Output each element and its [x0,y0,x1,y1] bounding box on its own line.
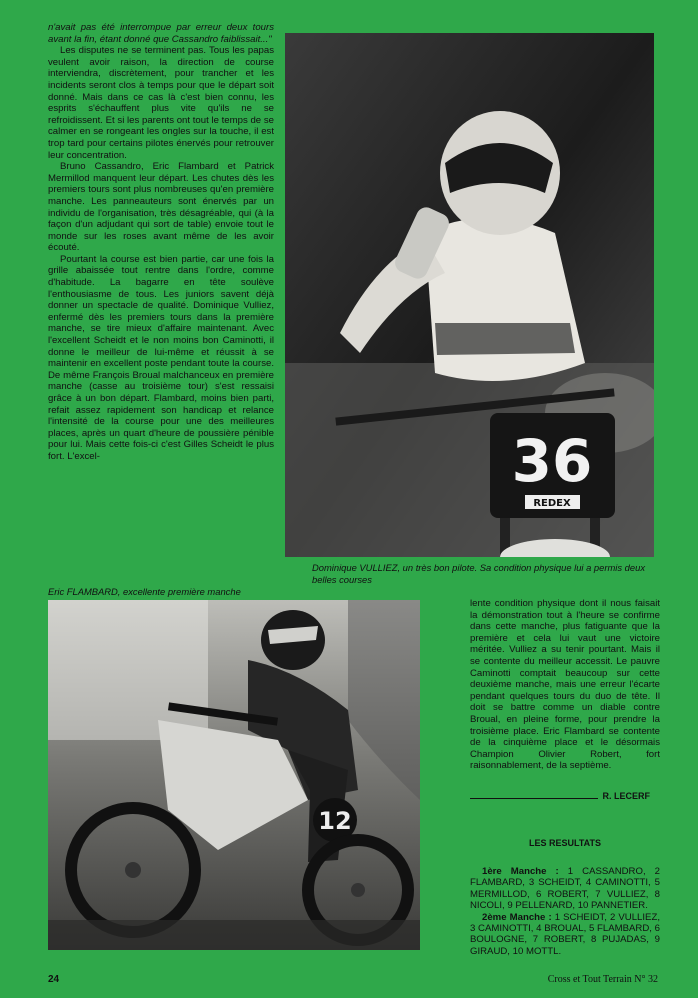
magazine-title: Cross et Tout Terrain N° 32 [547,974,658,985]
photo-flambard [48,600,420,950]
photo-vulliez [285,33,654,557]
article-paragraph: Les disputes ne se terminent pas. Tous les papas veulent avoir raison, la direction de course interviendra, discrètement, pour trancher et les incidents seront clos à temps pour que le départ soit donné. Mais dans ce cas là c'est bien connu, les esprits s'échauffent plus vite qu'ils ne se refroidissent. Et si les parents ont tout le temps de se calmer en se rongeant les ongles sur la touche, il est trop tard pour certains pilotes énervés pour retrouver leur concentration. [48,45,274,161]
photo-caption: Eric FLAMBARD, excellente première manche [48,586,241,597]
plate-brand: REDEX [533,498,571,509]
results-block [470,866,660,957]
article-paragraph: lente condition physique dont il nous faisait la démonstration tout à l'heure se confirme dans cette manche, plus fatiguante que la première et cela lui vaut une victoire méritée. Vulliez a su tenir pourtant. Mais il se contente du meilleur accessit. Le pauvre Caminotti comptait beaucoup sur cette deuxième manche, mais une erreur l'écarte pendant quelques tours du duo de tête. Il doit se battre comme un diable contre Broual, en pleine forme, pour prendre la troisième place. Eric Flambard se contente de la cinquième place et le désormais Champion Olivier Robert, fort raisonnablement, de la septième. [470,598,660,772]
results-title: LES RESULTATS [529,838,601,848]
signature-rule [470,798,598,799]
results-heat-2 [470,912,660,958]
results-heat-1 [470,866,660,912]
article-intro: n'avait pas été interrompue par erreur deux tours avant la fin, étant donné que Cassandro faiblissait..." [48,22,274,45]
article-left-column [48,22,274,463]
number-plate-12: 12 [318,807,352,835]
article-right-column [470,598,660,772]
page-number: 24 [48,974,60,985]
number-plate-36: 36 [511,427,593,495]
article-paragraph: Bruno Cassandro, Eric Flambard et Patrick Mermillod manquent leur départ. Les chutes dès les premiers tours sont plus nombreuses qu'en première manche. Les panneauteurs sont énervés par un individu de l'organisation, très désagréable, qui (à la façon d'un adjudant qui sort de table) envoie tout le monde sur les roses avant même de les avoir écouté. [48,161,274,254]
author-name: R. LECERF [602,791,650,801]
author-signature [470,790,660,804]
heat-1-ranking: 1 CASSANDRO, 2 FLAMBARD, 3 SCHEIDT, 4 CAMINOTTI, 5 MERMILLOD, 6 ROBERT, 7 VULLIEZ, 8 NICOLI, 9 PELLENARD, 10 PANNETIER. [470,866,660,912]
heat-2-ranking: 1 SCHEIDT, 2 VULLIEZ, 3 CAMINOTTI, 4 BROUAL, 5 FLAMBARD, 6 BOULOGNE, 7 ROBERT, 8 PUJADAS, 9 GIRAUD, 10 MOTTL. [470,911,660,957]
article-paragraph: Pourtant la course est bien partie, car une fois la grille abaissée tout rentre dans l'ordre, comme d'habitude. La bagarre en tête soulève l'enthousiasme de tous. Les juniors savent déjà donner un spectacle de qualité. Dominique Vulliez, enfermé dès les premiers tours dans la première manche, se tire mieux d'affaire maintenant. Avec l'excellent Scheidt et le non moins bon Caminotti, il donne le meilleur de lui-même et réussit à se maintenir en excellent poste pendant toute la course. De même François Broual malchanceux en première manche (casse au troisième tour) s'est ressaisi grâce à un bon départ. Flambard, moins bien parti, refait assez rapidement son handicap et relance l'intensité de la course pour une des meilleures places, après un quart d'heure de poussière pénible pour lui. Mais cette fois-ci c'est Gilles Scheidt le plus fort. L'excel- [48,253,274,462]
heat-2-label: 2ème Manche : [482,911,552,923]
heat-1-label: 1ère Manche : [482,866,559,877]
photo-caption: Dominique VULLIEZ, un très bon pilote. Sa condition physique lui a permis deux belles courses [312,562,646,585]
